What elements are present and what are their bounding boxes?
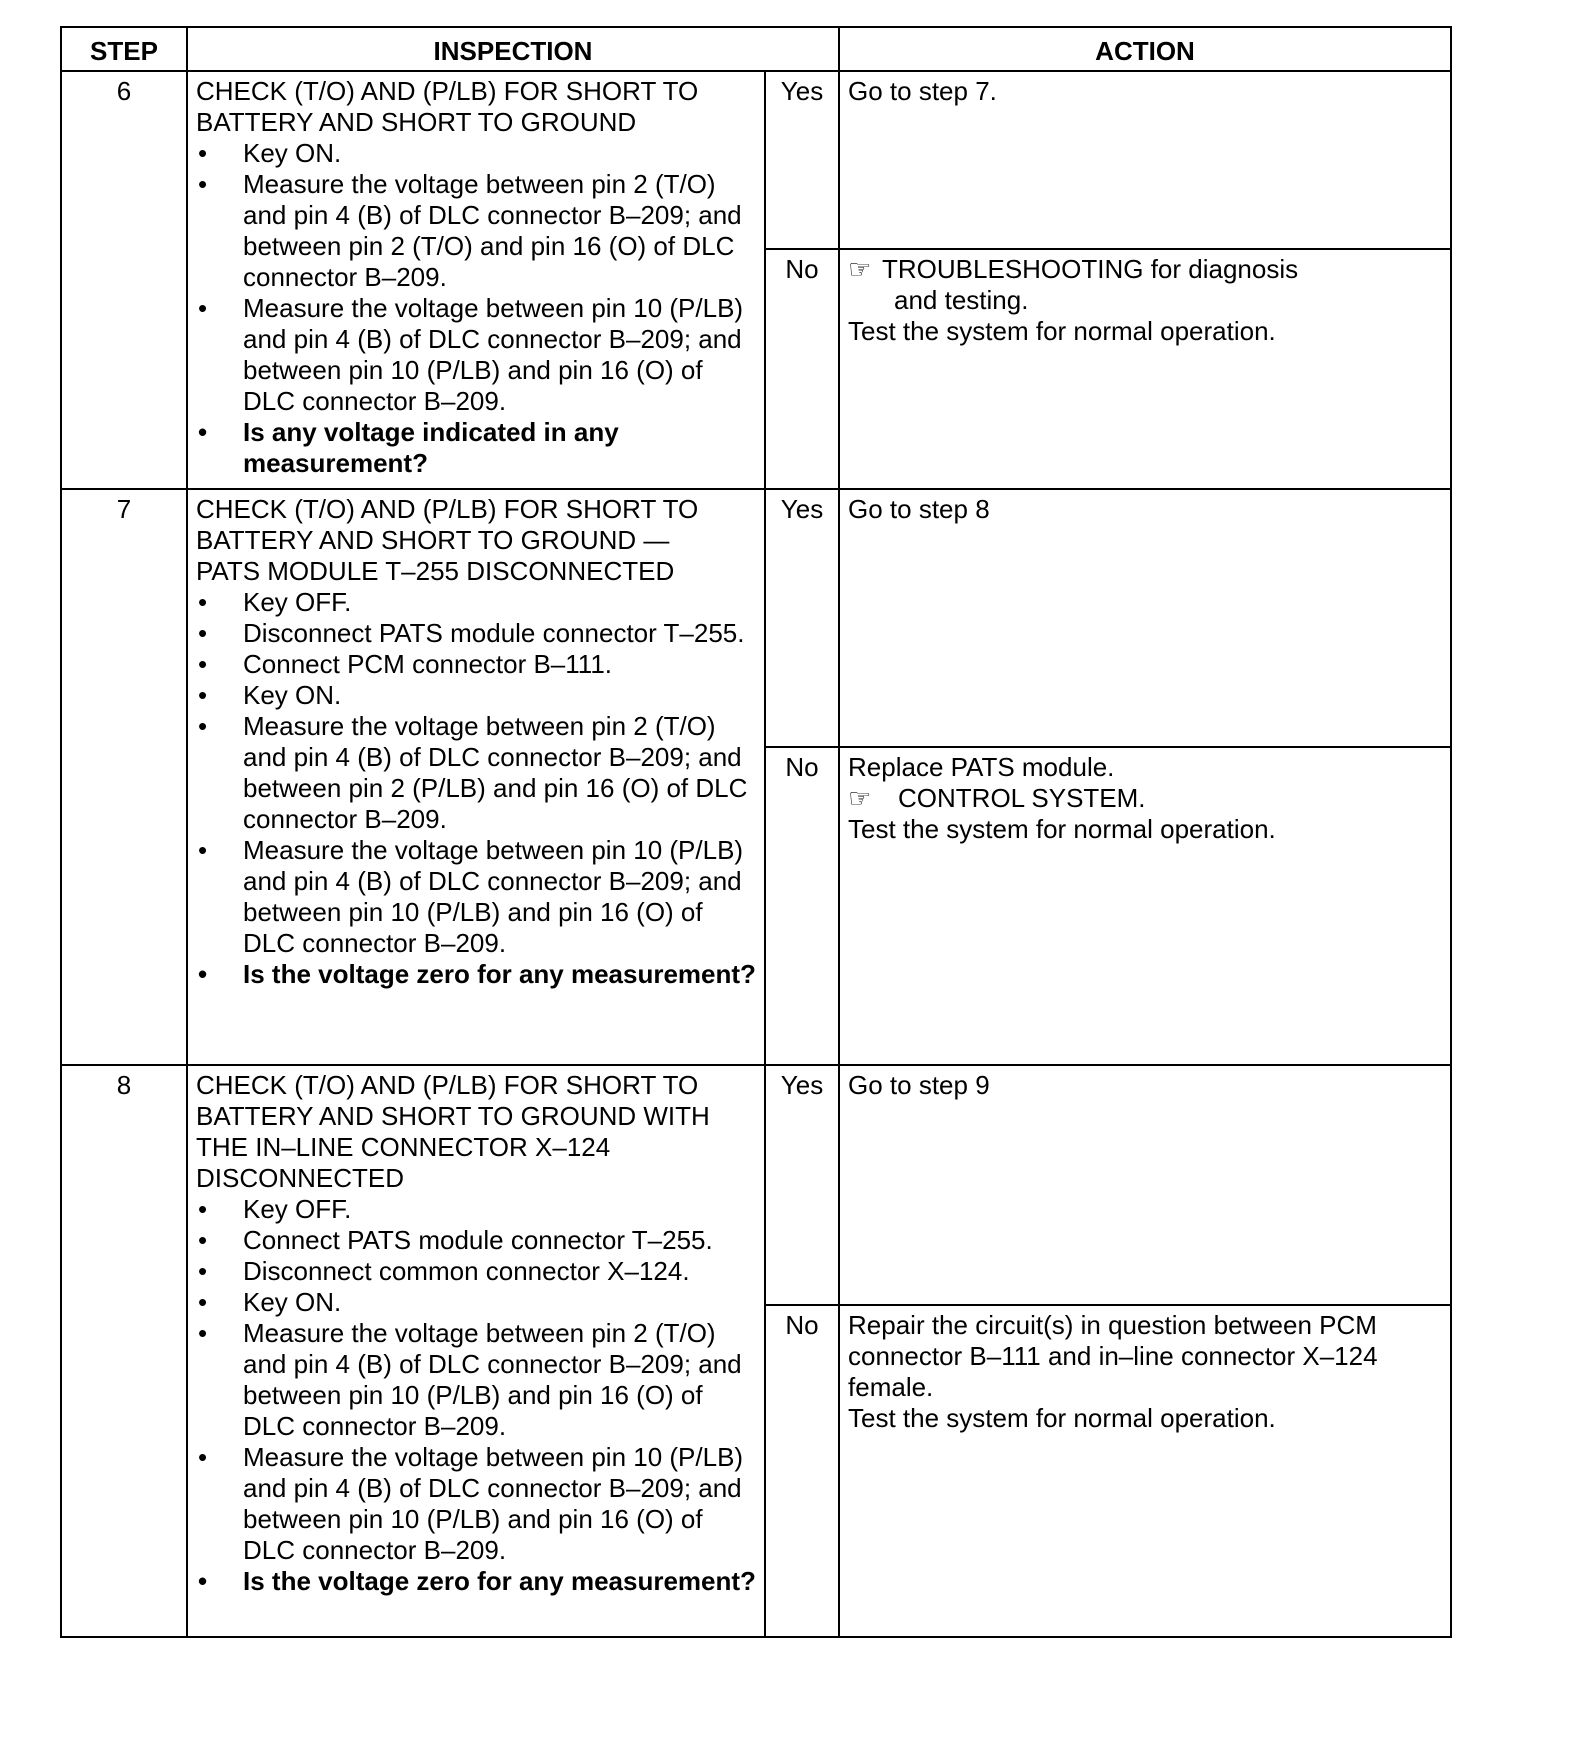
bullet-item: • Measure the voltage between pin 2 (T/O) and pin 4 (B) of DLC connector B–209; and between pin 2 (T/O) and pin 16 (O) of DLC connector B–209. — [196, 169, 756, 293]
bullet-question: • Is the voltage zero for any measurement? — [196, 1566, 756, 1597]
inspection-heading: CHECK (T/O) AND (P/LB) FOR SHORT TO BATTERY AND SHORT TO GROUND WITH THE IN–LINE CONNECTOR X–124 DISCONNECTED — [196, 1070, 710, 1193]
bullet-item: • Connect PCM connector B–111. — [196, 649, 756, 680]
bullet-item: • Disconnect common connector X–124. — [196, 1256, 756, 1287]
header-action: ACTION — [839, 27, 1451, 71]
inspection-bullets — [196, 1194, 756, 1597]
inspection-cell — [187, 1065, 765, 1637]
bullet-item: • Disconnect PATS module connector T–255. — [196, 618, 756, 649]
header-row — [61, 27, 1451, 71]
bullet-question: • Is any voltage indicated in any measurement? — [196, 417, 756, 479]
no-action: Repair the circuit(s) in question between PCM connector B–111 and in–line connector X–124 female. Test the system for normal operation. — [839, 1305, 1451, 1637]
step-number: 6 — [61, 71, 187, 489]
bullet-question: • Is the voltage zero for any measurement? — [196, 959, 756, 990]
yes-label: Yes — [765, 71, 839, 249]
diagnostic-table — [60, 26, 1452, 1638]
bullet-item: • Measure the voltage between pin 2 (T/O) and pin 4 (B) of DLC connector B–209; and between pin 2 (P/LB) and pin 16 (O) of DLC connector B–209. — [196, 711, 756, 835]
step-number: 7 — [61, 489, 187, 1065]
inspection-heading: CHECK (T/O) AND (P/LB) FOR SHORT TO BATTERY AND SHORT TO GROUND — [196, 76, 699, 137]
yes-label: Yes — [765, 1065, 839, 1305]
reference-link: TROUBLESHOOTING for diagnosis — [882, 254, 1299, 284]
yes-action: Go to step 8 — [839, 489, 1451, 747]
bullet-item: • Key ON. — [196, 680, 756, 711]
no-action: ☞ TROUBLESHOOTING for diagnosis and testing. Test the system for normal operation. — [839, 249, 1451, 489]
step-number: 8 — [61, 1065, 187, 1637]
bullet-item: • Key ON. — [196, 138, 756, 169]
bullet-item: • Connect PATS module connector T–255. — [196, 1225, 756, 1256]
inspection-bullets — [196, 138, 756, 479]
no-label: No — [765, 1305, 839, 1637]
step-8-yes-row — [61, 1065, 1451, 1305]
bullet-item: • Key OFF. — [196, 1194, 756, 1225]
yes-action: Go to step 7. — [839, 71, 1451, 249]
bullet-item: • Measure the voltage between pin 10 (P/LB) and pin 4 (B) of DLC connector B–209; and between pin 10 (P/LB) and pin 16 (O) of DLC connector B–209. — [196, 835, 756, 959]
no-label: No — [765, 249, 839, 489]
yes-label: Yes — [765, 489, 839, 747]
inspection-cell — [187, 489, 765, 1065]
bullet-item: • Measure the voltage between pin 2 (T/O) and pin 4 (B) of DLC connector B–209; and between pin 10 (P/LB) and pin 16 (O) of DLC connector B–209. — [196, 1318, 756, 1442]
bullet-item: • Measure the voltage between pin 10 (P/LB) and pin 4 (B) of DLC connector B–209; and between pin 10 (P/LB) and pin 16 (O) of DLC connector B–209. — [196, 1442, 756, 1566]
inspection-heading: CHECK (T/O) AND (P/LB) FOR SHORT TO BATTERY AND SHORT TO GROUND — PATS MODULE T–255 DISCONNECTED — [196, 494, 699, 586]
inspection-cell — [187, 71, 765, 489]
header-step: STEP — [61, 27, 187, 71]
no-action: Replace PATS module. ☞ CONTROL SYSTEM. Test the system for normal operation. — [839, 747, 1451, 1065]
header-inspection: INSPECTION — [187, 27, 839, 71]
no-label: No — [765, 747, 839, 1065]
pointing-hand-icon: ☞ — [848, 254, 872, 284]
step-6-yes-row — [61, 71, 1451, 249]
yes-action: Go to step 9 — [839, 1065, 1451, 1305]
bullet-item: • Measure the voltage between pin 10 (P/LB) and pin 4 (B) of DLC connector B–209; and between pin 10 (P/LB) and pin 16 (O) of DLC connector B–209. — [196, 293, 756, 417]
step-7-yes-row — [61, 489, 1451, 747]
reference-link: CONTROL SYSTEM. — [898, 783, 1146, 813]
inspection-bullets — [196, 587, 756, 990]
bullet-item: • Key ON. — [196, 1287, 756, 1318]
pointing-hand-icon: ☞ — [848, 783, 872, 813]
bullet-item: • Key OFF. — [196, 587, 756, 618]
